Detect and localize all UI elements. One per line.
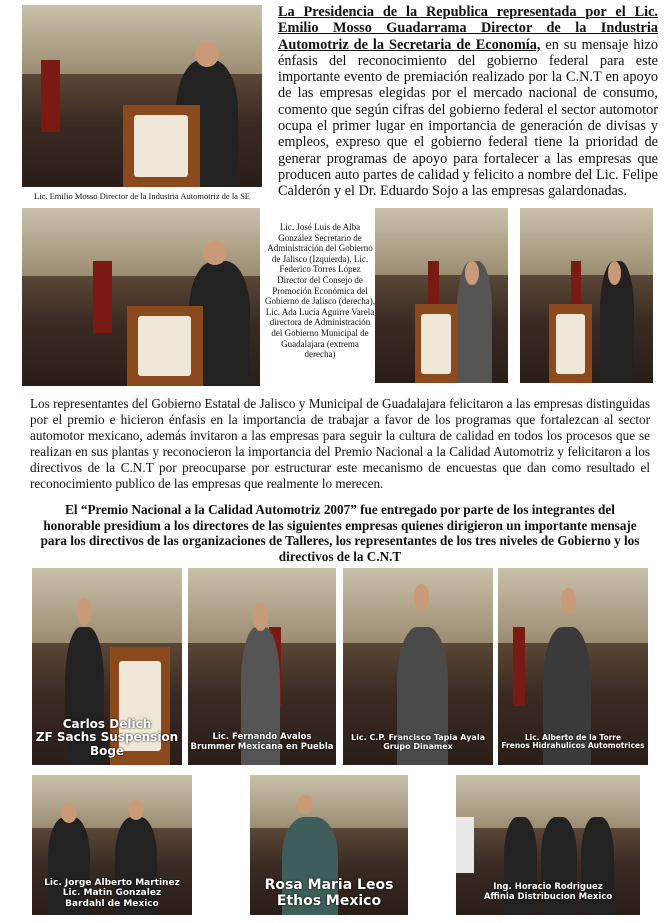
winner-name: Lic. Fernando Avalos	[212, 732, 312, 743]
winner-photo	[456, 775, 640, 915]
winner-company-line2: Boge	[89, 744, 125, 759]
photo-podium-speaker	[22, 208, 260, 386]
winner-photo	[188, 568, 336, 765]
photo-emilio-mosso	[22, 5, 262, 187]
winner-photo	[343, 568, 493, 765]
winner-company: Brummer Mexicana en Puebla	[190, 742, 334, 753]
photo-caption: Lic. Emilio Mosso Director de la Industria Automotriz de la SE	[34, 191, 250, 201]
lead-text: en su mensaje hizo énfasis del reconocimiento del gobierno federal para este importante evento de premiación realizado por la C.N.T en apoyo de las empresas elegidas por el mercado nacional de consumo, comento que según cifras del gobierno federal el sector automotor ocupa el primer lugar en importancia de generación de divisas y empleos, expreso que el gobierno federal tiene la prioridad de generar programas de apoyo para fortalecer a las empresas que producen auto partes de calidad y felicito a nombre del Lic. Felipe Calderón y el Dr. Eduardo Sojo a las empresas galardonadas.	[278, 36, 658, 200]
winner-photo	[32, 568, 182, 765]
winner-company: ZF Sachs Suspension	[35, 730, 179, 745]
winner-name-2: Lic. Matin Gonzalez	[62, 888, 162, 899]
representatives-paragraph: Los representantes del Gobierno Estatal de Jalisco y Municipal de Guadalajara felicitaron a las empresas distinguidas por el premio e hicieron énfasis en la importancia de trabajar a favor de los programas que fortalezcan al sector automotor mexicano, además invitaron a las empresas para seguir la cultura de calidad en todos los procesos que se realizan en sus plantas y reconocieron la importancia del Premio Nacional a la Calidad Automotriz y felicitaron a los directivos de la C.N.T por preocuparse por estructurar este mecanismo de encuestas que dan como resultado el reconocimiento publico de las empresas que realmente lo merecen.	[30, 396, 650, 491]
winner-name: Ing. Horacio Rodriguez	[493, 882, 603, 893]
winner-name: Carlos Delich	[62, 716, 152, 731]
officials-caption: Lic. José Luis de Alba González Secretario de Administración del Gobierno de Jalisco (Izquierda), Lic. Federico Torres López Director del Consejo de Promoción Económica del Gobierno de Jalisco (derecha), Lic. Ada Lucia Aguirre Varela directora de Administración del Gobierno Municipal de Guadalajara (extrema derecha)	[265, 222, 375, 360]
winner-photo	[32, 775, 192, 915]
lead-bold: La Presidencia de la Republica representada por el Lic. Emilio Mosso Guadarrama Director de la Industria Automotriz de la Secretaria de Economía,	[278, 4, 658, 53]
winner-company: Grupo Dinamex	[383, 741, 453, 751]
photo-official-left	[375, 208, 508, 383]
winner-company: Bardahl de Mexico	[65, 898, 159, 909]
winner-name: Rosa Maria Leos	[264, 876, 394, 893]
winner-company: Affinia Distribucion Mexico	[483, 892, 613, 903]
winner-name: Lic. Alberto de la Torre	[524, 732, 622, 742]
winner-company: Ethos Mexico	[276, 892, 382, 909]
lead-paragraph	[278, 4, 658, 200]
photo-official-right	[520, 208, 653, 383]
winner-photo	[250, 775, 408, 915]
winner-company: Frenos Hidrahulicos Automotrices	[501, 741, 645, 751]
award-paragraph: El “Premio Nacional a la Calidad Automotriz 2007” fue entregado por parte de los integrantes del honorable presidium a los directores de las siguientes empresas quienes dirigieron un importante mensaje para los directivos de las organizaciones de Talleres, los representantes de los tres niveles de Gobierno y los directivos de la C.N.T	[40, 502, 640, 564]
winner-name: Lic. C.P. Francisco Tapia Ayala	[351, 732, 485, 742]
winner-name: Lic. Jorge Alberto Martinez	[44, 877, 180, 888]
winner-photo	[498, 568, 648, 765]
